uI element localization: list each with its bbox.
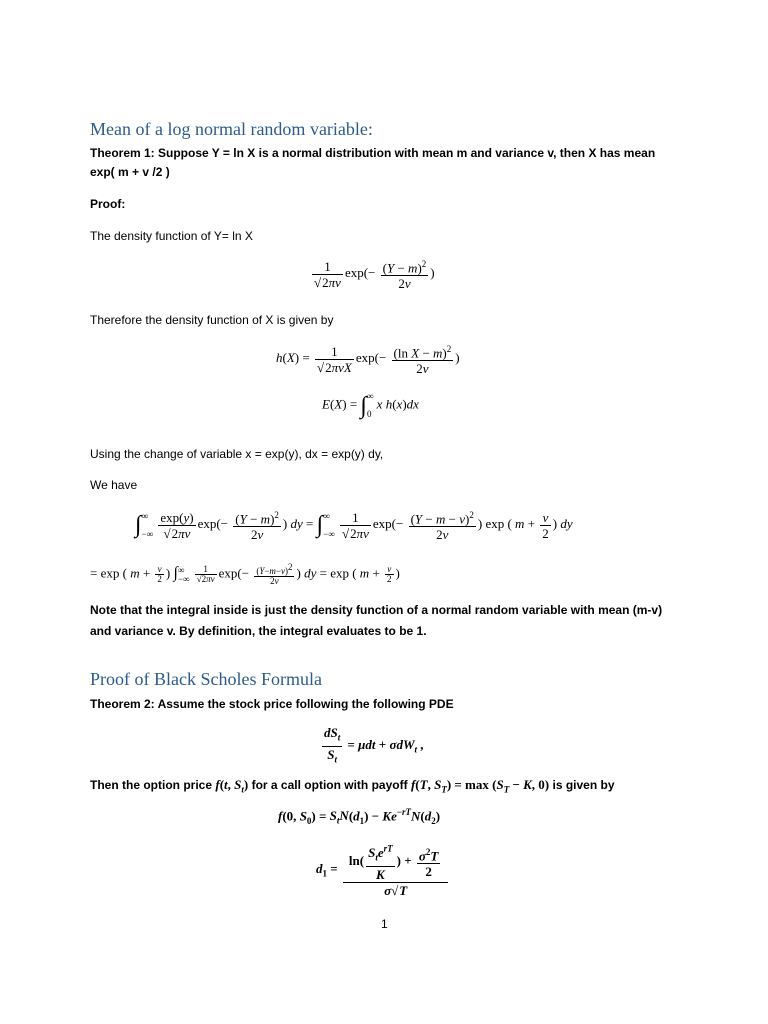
equation-black-scholes-price: f(0, $S_0) = S_tN(d_1) - Ke^{-rT}N(d_2)$ bbox=[278, 807, 441, 826]
equation-integral-result: = exp ( m + $\frac{v}{2}$ ) ∫ ∞ −∞ $\frac{1}{√2\pi v}$ exp(− $\frac{(Y-m-v)^2}{2v}$ ) dy = exp ( m + $\frac{v}{2}$ ) bbox=[90, 562, 400, 586]
change-of-variable-text: Using the change of variable x = exp(y), dx = exp(y) dy, bbox=[90, 447, 384, 461]
note-line-2: and variance v. By definition, the integral evaluates to be 1. bbox=[90, 624, 427, 638]
density-intro-text: The density function of Y= ln X bbox=[90, 229, 253, 243]
section-heading-black-scholes: Proof of Black Scholes Formula bbox=[90, 669, 322, 689]
theorem-1-line-1: Theorem 1: Suppose Y = ln X is a normal distribution with mean m and variance v, then X has mean bbox=[90, 146, 656, 160]
option-price-statement: Then the option price f(t, $S_t$) for a call option with payoff f(T, $S_T) = \max (S_T - K$, 0) is given by bbox=[90, 777, 615, 795]
option-price-text-2: for a call option with payoff bbox=[251, 778, 408, 792]
therefore-text: Therefore the density function of X is given by bbox=[90, 313, 334, 327]
section-heading-lognormal: Mean of a log normal random variable: bbox=[90, 119, 373, 139]
theorem-1-line-2: exp( m + v /2 ) bbox=[90, 165, 170, 179]
we-have-text: We have bbox=[90, 478, 138, 492]
option-price-text-1: Then the option price bbox=[90, 778, 212, 792]
option-price-symbol: f bbox=[215, 777, 220, 792]
equation-stock-sde: $\frac{dS_t}{S_t}$ = μdt + σdW$_t$ , bbox=[324, 725, 424, 765]
proof-label: Proof: bbox=[90, 197, 126, 211]
equation-d1: $d_1$ = ln( $\frac{S_te^{rT}}{K}$ ) + $\frac{\sigma^2T}{2}$ σ√T bbox=[316, 842, 450, 898]
theorem-2-text: Theorem 2: Assume the stock price following the following PDE bbox=[90, 697, 454, 711]
equation-integral-transform: ∫ ∞ −∞ $\frac{\exp(y)}{√2\pi v}$ exp(− $\frac{(Y - m)^2}{2v}$ ) dy = ∫ ∞ −∞ $\frac{1}{√2\pi v}$ exp(− $\frac{(Y - m - v)^2}{2v}$ ) exp ( m + $\frac{v}{2}$ ) dy bbox=[135, 509, 573, 543]
payoff-formula: f(T, $S_T) = \max (S_T - K$, 0) bbox=[410, 777, 550, 795]
note-line-1: Note that the integral inside is just the density function of a normal random variable with mean (m-v) bbox=[90, 603, 663, 617]
option-price-text-3: is given by bbox=[552, 778, 615, 792]
equation-density-y: $\frac{1}{√2\pi v}$ exp(− $\frac{(Y - m)^2}{2v}$ ) bbox=[314, 258, 435, 292]
equation-expectation: E(X) = ∫ ∞ 0 x h(x)dx bbox=[322, 391, 419, 419]
equation-density-x: h(X) = $\frac{1}{\text{√2πvX}}$ exp(− $\frac{(\ln X - m)^2}{2v}$ ) bbox=[276, 343, 460, 377]
page-number: 1 bbox=[381, 917, 388, 931]
